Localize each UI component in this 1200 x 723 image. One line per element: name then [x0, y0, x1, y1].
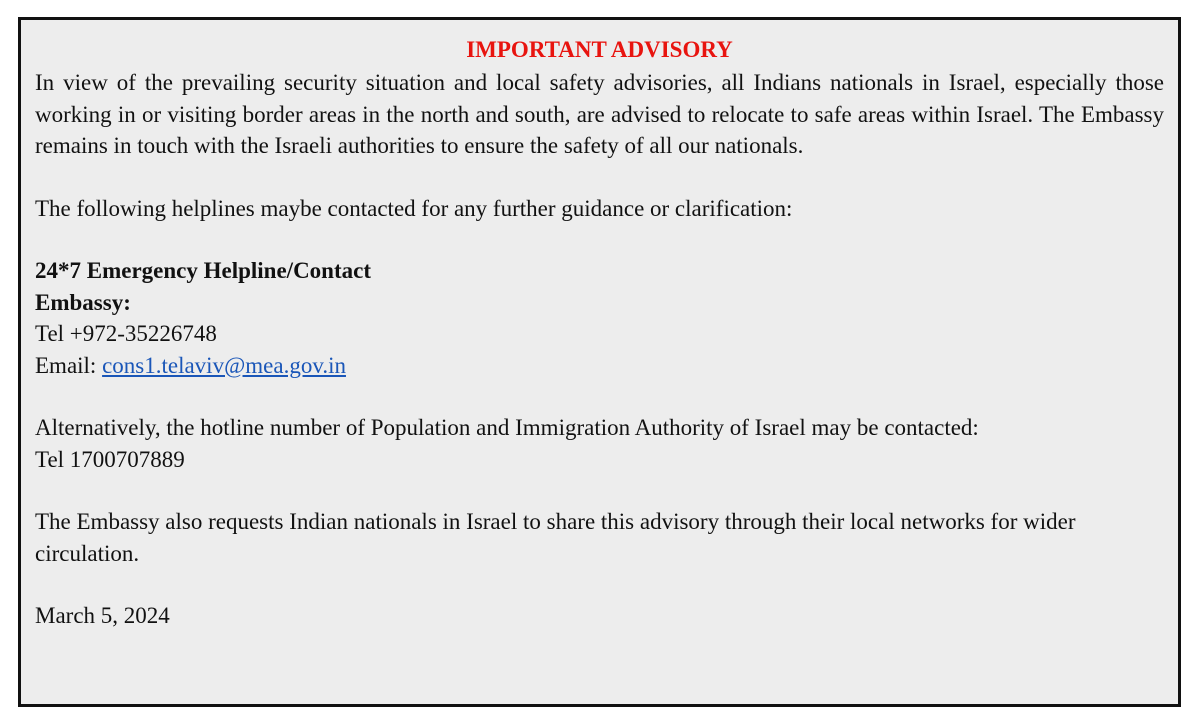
advisory-date: March 5, 2024: [35, 603, 170, 628]
embassy-email-line: [35, 350, 1164, 382]
share-request: The Embassy also requests Indian nationals in Israel to share this advisory through their local networks for wider circulation.: [35, 509, 1076, 566]
spacer: [35, 569, 1164, 600]
spacer: [35, 162, 1164, 193]
helplines-intro: The following helplines maybe contacted for any further guidance or clarification:: [35, 195, 793, 221]
embassy-tel: Tel +972-35226748: [35, 321, 217, 346]
advisory-title: IMPORTANT ADVISORY: [466, 37, 733, 62]
embassy-subheading: Embassy:: [35, 289, 131, 315]
spacer: [35, 475, 1164, 506]
intro-paragraph: In view of the prevailing security situation and local safety advisories, all Indians nationals in Israel, especially those working in or visiting border areas in the north and south, are advised to relocate to safe areas within Israel. The Embassy remains in touch with the Israeli authorities to ensure the safety of all our nationals.: [35, 70, 1164, 158]
email-label: Email:: [35, 352, 103, 378]
emergency-heading: 24*7 Emergency Helpline/Contact: [35, 258, 372, 283]
alternative-tel: Tel 1700707889: [35, 446, 185, 472]
spacer: [35, 224, 1164, 255]
email-link[interactable]: cons1.telaviv@mea.gov.in: [102, 352, 346, 378]
alternative-text: Alternatively, the hotline number of Population and Immigration Authority of Israel may be contacted:: [35, 415, 979, 440]
spacer: [35, 381, 1164, 412]
advisory-box: [18, 17, 1181, 707]
